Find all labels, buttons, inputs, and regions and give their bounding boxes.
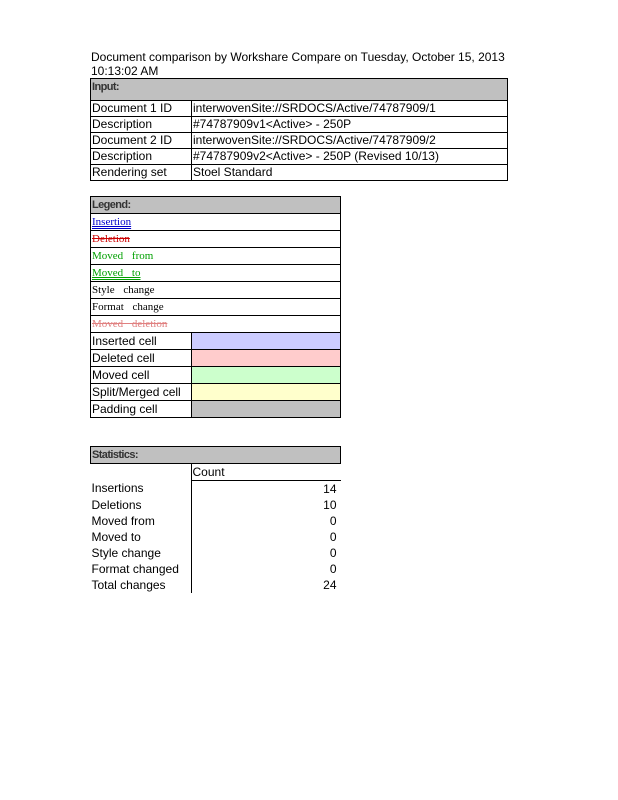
statistics-header-row: [91, 447, 341, 464]
input-title: Input:: [91, 79, 508, 101]
moved-cell-swatch: [192, 367, 341, 384]
table-row: [91, 333, 341, 350]
table-row: [91, 133, 508, 149]
split-merged-cell-swatch: [192, 384, 341, 401]
legend-style-change: Style change: [92, 283, 155, 296]
stat-count: 14: [191, 481, 341, 498]
table-row: [91, 384, 341, 401]
table-row: [91, 561, 341, 577]
input-table: [90, 78, 508, 181]
stat-label: Format changed: [91, 561, 192, 577]
input-key: Description: [91, 149, 192, 165]
stat-count: 0: [191, 513, 341, 529]
legend-header-row: [91, 197, 341, 214]
stat-label: Insertions: [91, 481, 192, 498]
table-row: [91, 316, 341, 333]
legend-cell-label: Deleted cell: [91, 350, 192, 367]
input-value: #74787909v2<Active> - 250P (Revised 10/13): [192, 149, 508, 165]
legend-moved-from: Moved from: [92, 249, 154, 262]
padding-cell-swatch: [192, 401, 341, 418]
table-row: [91, 248, 341, 265]
legend-format-change: Format change: [92, 300, 164, 313]
inserted-cell-swatch: [192, 333, 341, 350]
legend-table: [90, 196, 341, 418]
legend-deletion: Deletion: [92, 232, 130, 245]
table-row: [91, 545, 341, 561]
stat-label: Moved to: [91, 529, 192, 545]
table-row: [91, 367, 341, 384]
table-row: [91, 117, 508, 133]
statistics-title: Statistics:: [91, 447, 341, 464]
table-row: [91, 214, 341, 231]
report-header: [91, 50, 521, 78]
legend-moved-to: Moved to: [92, 266, 141, 279]
report-time: 10:13:02 AM: [91, 64, 159, 78]
stat-count: 24: [191, 577, 341, 593]
table-row: [91, 265, 341, 282]
table-row: [91, 299, 341, 316]
input-key: Document 2 ID: [91, 133, 192, 149]
stat-label: Total changes: [91, 577, 192, 593]
legend-moved-deletion: Moved deletion: [92, 317, 168, 330]
stat-count: 0: [191, 561, 341, 577]
input-header-row: [91, 79, 508, 101]
count-header-row: [91, 464, 341, 481]
report-title: Document comparison by Workshare Compare on Tuesday, October 15, 2013: [91, 50, 505, 64]
legend-cell-label: Split/Merged cell: [91, 384, 192, 401]
input-value: #74787909v1<Active> - 250P: [192, 117, 508, 133]
legend-insertion: Insertion: [92, 215, 132, 228]
table-row: [91, 101, 508, 117]
stat-count: 0: [191, 529, 341, 545]
deleted-cell-swatch: [192, 350, 341, 367]
statistics-table: [90, 446, 341, 593]
input-value: interwovenSite://SRDOCS/Active/74787909/2: [192, 133, 508, 149]
stat-count: 0: [191, 545, 341, 561]
table-row: [91, 149, 508, 165]
stat-label: Style change: [91, 545, 192, 561]
table-row: [91, 497, 341, 513]
table-row: [91, 165, 508, 181]
legend-cell-label: Moved cell: [91, 367, 192, 384]
table-row: [91, 513, 341, 529]
table-row: [91, 231, 341, 248]
stat-label: Deletions: [91, 497, 192, 513]
count-header: Count: [191, 464, 341, 481]
input-key: Rendering set: [91, 165, 192, 181]
input-key: Document 1 ID: [91, 101, 192, 117]
stat-label: Moved from: [91, 513, 192, 529]
table-row: [91, 350, 341, 367]
legend-cell-label: Padding cell: [91, 401, 192, 418]
legend-cell-label: Inserted cell: [91, 333, 192, 350]
table-row: [91, 577, 341, 593]
input-value: interwovenSite://SRDOCS/Active/74787909/1: [192, 101, 508, 117]
table-row: [91, 282, 341, 299]
legend-title: Legend:: [91, 197, 341, 214]
input-key: Description: [91, 117, 192, 133]
table-row: [91, 481, 341, 498]
stat-count: 10: [191, 497, 341, 513]
table-row: [91, 529, 341, 545]
input-value: Stoel Standard: [192, 165, 508, 181]
table-row: [91, 401, 341, 418]
